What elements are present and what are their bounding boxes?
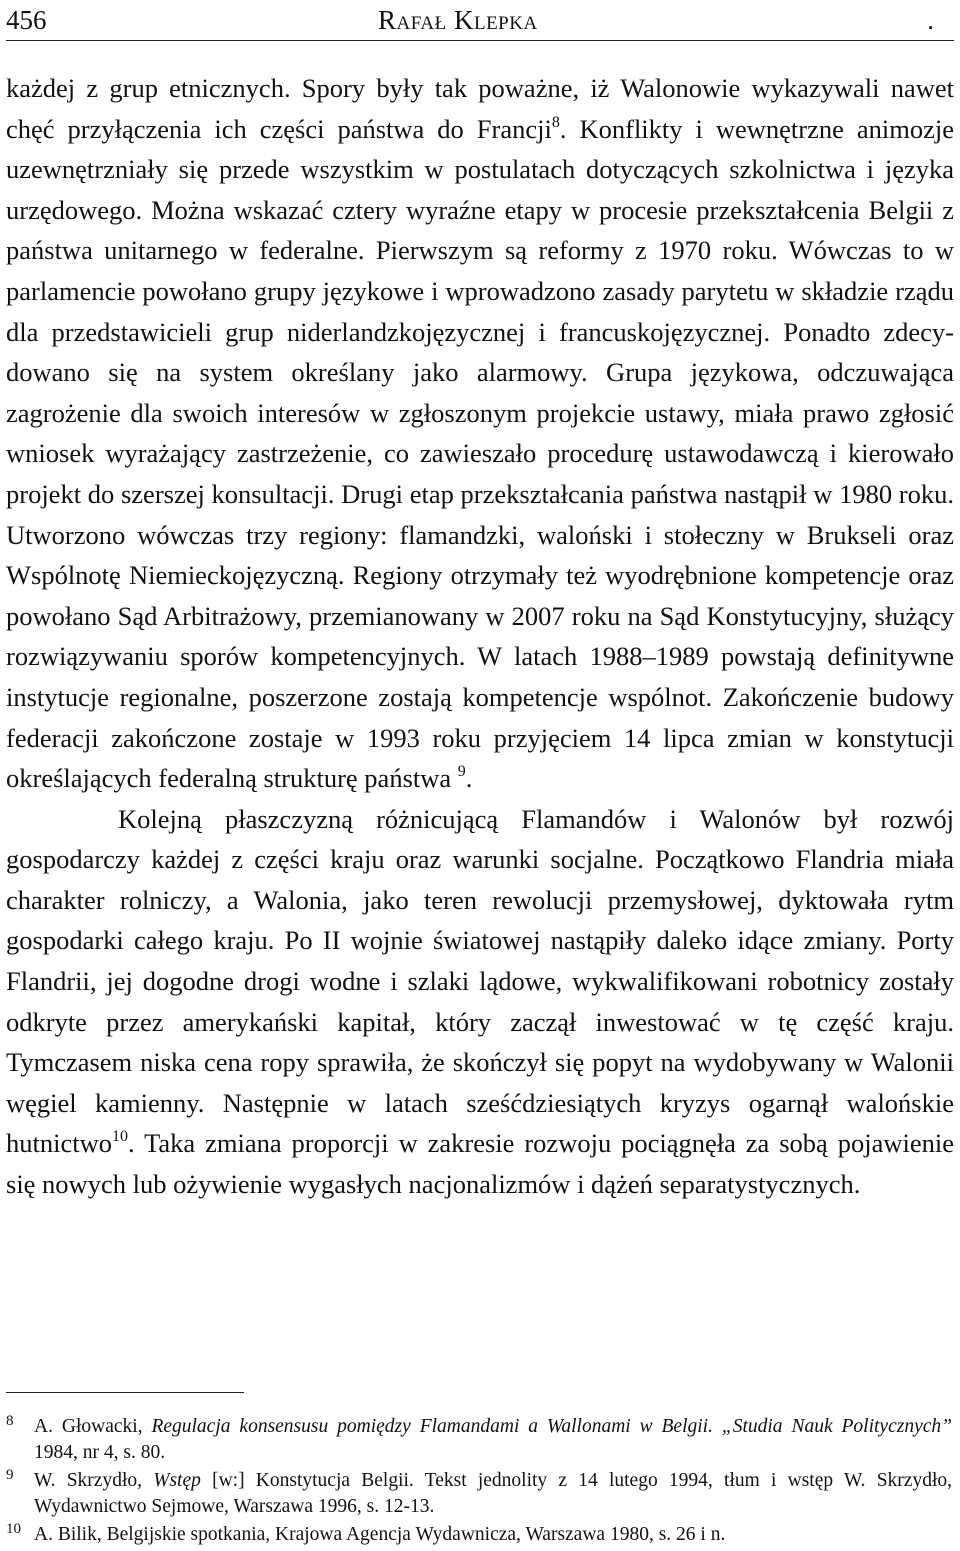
paragraph [6,68,954,799]
footnote-number: 10 [6,1521,21,1537]
footnote [6,1468,952,1520]
page-number: 456 [6,5,47,35]
footnote-text: [w:] Konstytucja Belgii. Tekst jednolity z 14 lutego 1994, tłum i wstęp W. Skrzydło, Wydawnictwo Sejmowe, Warszawa 1996, s. 12-13. [34,1470,952,1517]
footnote-title: Wstęp [153,1470,201,1491]
paragraph [6,799,954,1205]
footnote-ref[interactable]: 8 [551,113,560,131]
footnote-number: 8 [6,1413,14,1429]
footnote-separator [6,1392,244,1393]
footnote-title: Regulacja konsensusu pomiędzy Flamandami a Wallonami w Belgii. „Studia Nauk Politycznych” [151,1416,952,1437]
paragraph-text: . [465,763,473,794]
footnote [6,1522,952,1548]
footnote [6,1414,952,1466]
footnote-number: 9 [6,1467,14,1483]
footnote-text: 1984, nr 4, s. 80. [34,1442,166,1463]
running-header [6,0,954,41]
footnote-text: A. Głowacki, [34,1416,152,1437]
footnote-text: A. Bilik, Belgijskie spotkania, Krajowa Agencja Wydawnicza, Warszawa 1980, s. 26 i n. [34,1524,726,1545]
header-trailing-mark: . [927,5,934,35]
paragraph-text: każdej z grup etnicznych. Spory były tak poważne, iż Walonowie wykazywali nawet chęć przyłączenia ich części państwa do Francji [6,73,954,144]
running-title: Rafał Klepka [378,5,538,35]
main-text [6,68,954,1205]
footnote-text: W. Skrzydło, [34,1470,154,1491]
footnotes [6,1414,952,1550]
footnote-ref[interactable]: 9 [457,763,466,781]
paragraph-text: Kolejną płaszczyzną różnicującą Flamandów i Walonów był rozwój gospodarczy każdej z części kraju oraz warunki socjalne. Początkowo Flandria miała charakter rolniczy, a Walonia, jako teren rewolucji przemysłowej, dyktowała rytm gospodarki całego kraju. Po II wojnie światowej nastąpiły daleko idące zmiany. Porty Flandrii, jej dogodne drogi wodne i szlaki lądowe, wykwalifikowani robotnicy zostały odkryte przez amerykański kapitał, który zaczął inwestować w tę część kraju. Tymczasem niska cena ropy sprawiła, że skończył się popyt na wydobywany w Walonii węgiel kamienny. Następnie w latach sześćdziesiątych kryzys ogarnął walońskie hutnictwo [6,803,954,1159]
paragraph-text: . Taka zmiana proporcji w zakresie rozwoju pociągnęła za sobą pojawienie się nowych lub ożywienie wygasłych nacjonalizmów i dążeń separatystycznych. [6,1128,954,1200]
footnote-ref[interactable]: 10 [112,1128,128,1146]
paragraph-text: . Konflikty i wewnętrzne animozje uzewnętrzniały się przede wszystkim w postulatach dotyczących szkolnictwa i języka urzędowego. Można wskazać cztery wyraźne etapy w procesie przekształcenia Belgii z państwa unitarnego w federalne. Pierwszym są reformy z 1970 roku. Wówczas to w parlamencie powołano grupy językowe i wprowadzono zasady parytetu w składzie rządu dla przedstawicieli grup niderlandzkojęzycznej i francuskojęzycznej. Ponadto zdecydowano się na system określany jako alarmowy. Grupa językowa, odczuwająca zagrożenie dla swoich interesów w zgłoszonym projekcie ustawy, miała prawo zgłosić wniosek wyrażający zastrzeżenie, co zawieszało procedurę ustawodawczą i kierowało projekt do szerszej konsultacji. Drugi etap przekształcania państwa nastąpił w 1980 roku. Utworzono wówczas trzy regiony: flamandzki, waloński i stołeczny w Brukseli oraz Wspólnotę Niemieckojęzyczną. Regiony otrzymały też wyodrębnione kompetencje oraz powołano Sąd Arbitrażowy, przemianowany w 2007 roku na Sąd Konstytucyjny, służący rozwiązywaniu sporów kompetencyjnych. W latach 1988–1989 powstają definitywne instytucje regionalne, poszerzone zostają kompetencje wspólnot. Zakończenie budowy federacji zakończone zostaje w 1993 roku przyjęciem 14 lipca zmian w konstytucji określających federalną strukturę państwa [6,113,954,794]
